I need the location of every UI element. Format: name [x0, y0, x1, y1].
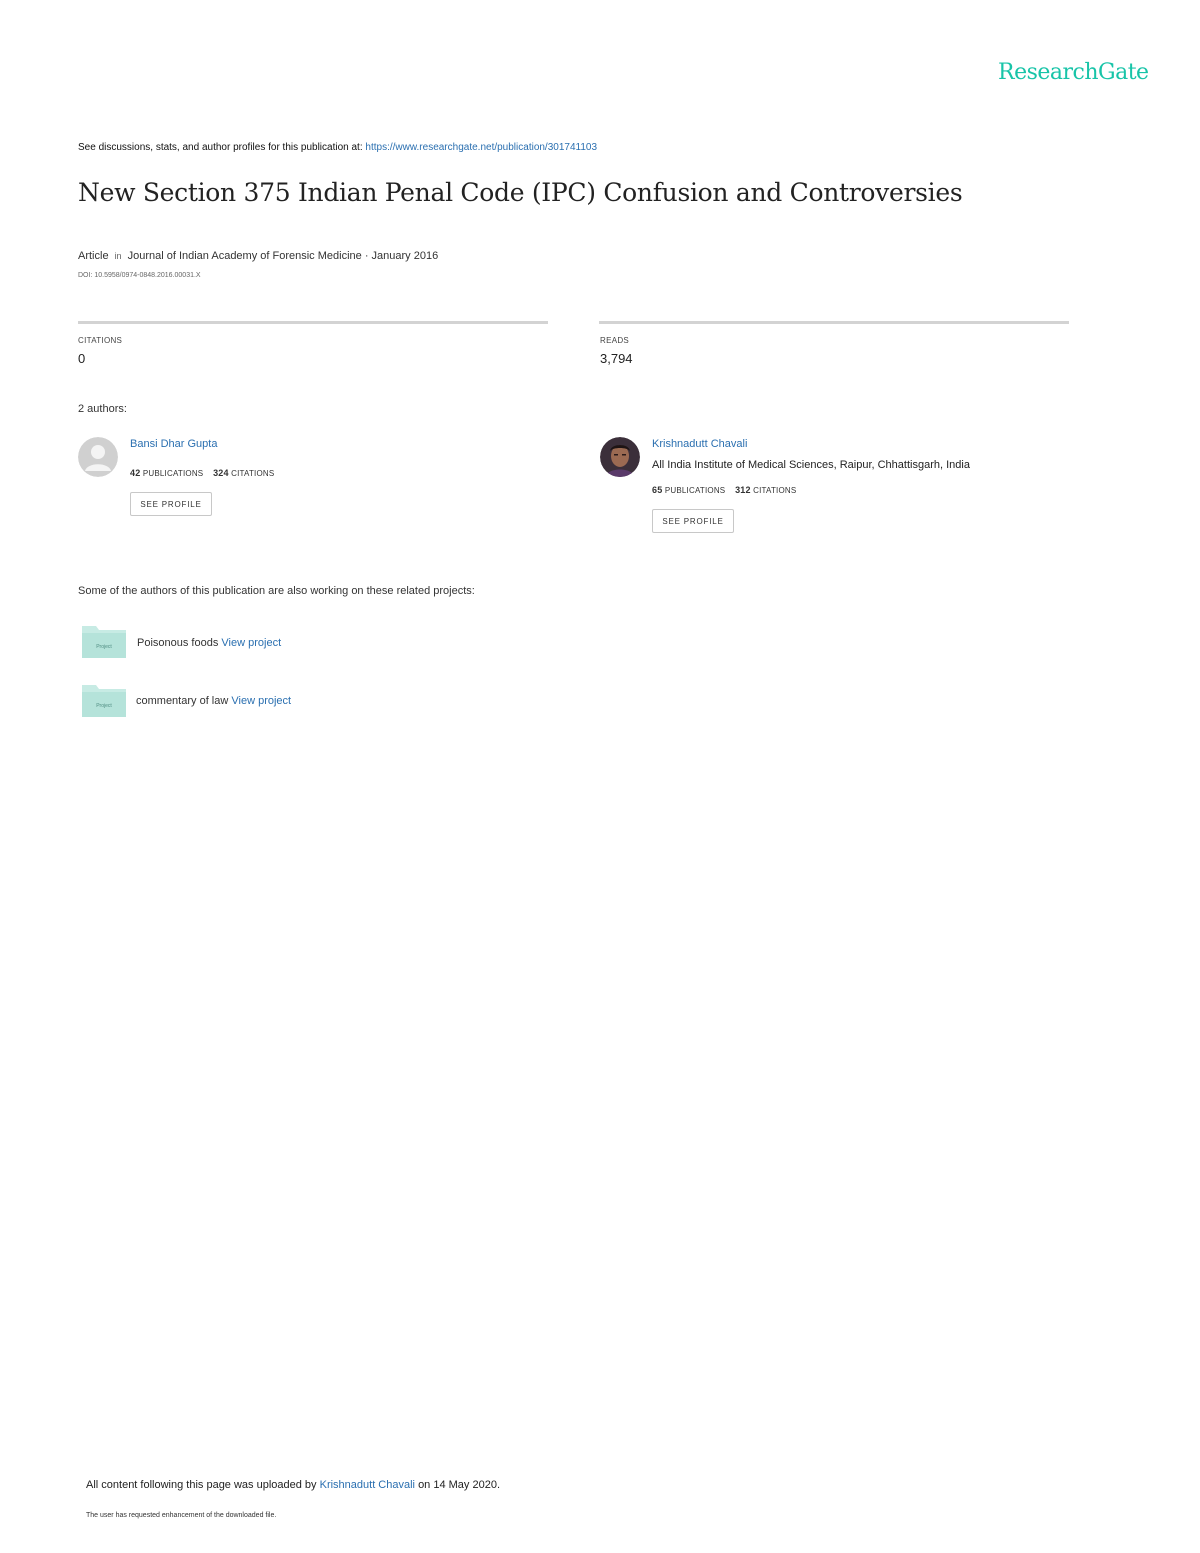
author-citations-label: CITATIONS — [753, 486, 797, 495]
reads-label: READS — [600, 336, 630, 345]
author-citations-count: 324 — [213, 468, 229, 478]
see-profile-button[interactable]: SEE PROFILE — [130, 492, 212, 516]
project-folder-icon — [82, 683, 126, 717]
project-name: Poisonous foods — [137, 637, 219, 649]
author-institution: All India Institute of Medical Sciences, Raipur, Chhattisgarh, India — [652, 459, 970, 471]
publication-venue-date: Journal of Indian Academy of Forensic Medicine · January 2016 — [127, 250, 439, 262]
author-stats — [652, 485, 796, 495]
reads-divider — [599, 321, 1069, 324]
see-profile-button[interactable]: SEE PROFILE — [652, 509, 734, 533]
project-item — [137, 637, 281, 649]
project-item — [136, 695, 291, 707]
folder-label: Project — [96, 644, 112, 650]
publication-meta — [78, 250, 438, 262]
upload-prefix: All content following this page was uploaded by — [86, 1479, 317, 1491]
publication-type: Article — [78, 250, 109, 262]
uploader-link[interactable]: Krishnadutt Chavali — [319, 1479, 415, 1491]
author-publications-label: PUBLICATIONS — [664, 486, 726, 495]
projects-intro: Some of the authors of this publication are also working on these related projects: — [78, 585, 475, 597]
upload-note — [86, 1479, 500, 1491]
folder-label: Project — [96, 703, 112, 709]
author-citations-count: 312 — [735, 485, 751, 495]
discussion-line-text: See discussions, stats, and author profiles for this publication at: — [78, 142, 363, 153]
author-publications-count: 42 — [130, 468, 141, 478]
project-folder-icon — [82, 624, 126, 658]
authors-count: 2 authors: — [78, 403, 127, 415]
author-name-link[interactable]: Krishnadutt Chavali — [652, 438, 748, 450]
discussion-line — [78, 142, 597, 153]
author-citations-label: CITATIONS — [231, 469, 275, 478]
author-name-link[interactable]: Bansi Dhar Gupta — [130, 438, 218, 450]
view-project-link[interactable]: View project — [221, 637, 282, 649]
researchgate-logo[interactable]: ResearchGate — [998, 60, 1149, 85]
default-avatar-icon[interactable] — [78, 437, 118, 477]
citations-label: CITATIONS — [78, 336, 123, 345]
in-label: in — [114, 251, 122, 261]
project-name: commentary of law — [136, 695, 229, 707]
user-request-note: The user has requested enhancement of the downloaded file. — [86, 1512, 277, 1519]
view-project-link[interactable]: View project — [231, 695, 292, 707]
publication-title: New Section 375 Indian Penal Code (IPC) Confusion and Controversies — [78, 178, 963, 207]
upload-suffix: on 14 May 2020. — [418, 1479, 501, 1491]
publication-url-link[interactable]: https://www.researchgate.net/publication/301741103 — [365, 142, 598, 153]
profile-photo-icon[interactable] — [600, 437, 640, 477]
citations-value: 0 — [78, 351, 86, 366]
author-publications-label: PUBLICATIONS — [142, 469, 204, 478]
author-stats — [130, 468, 274, 478]
citations-divider — [78, 321, 548, 324]
author-publications-count: 65 — [652, 485, 663, 495]
publication-doi: DOI: 10.5958/0974-0848.2016.00031.X — [78, 272, 201, 279]
reads-value: 3,794 — [600, 351, 633, 366]
